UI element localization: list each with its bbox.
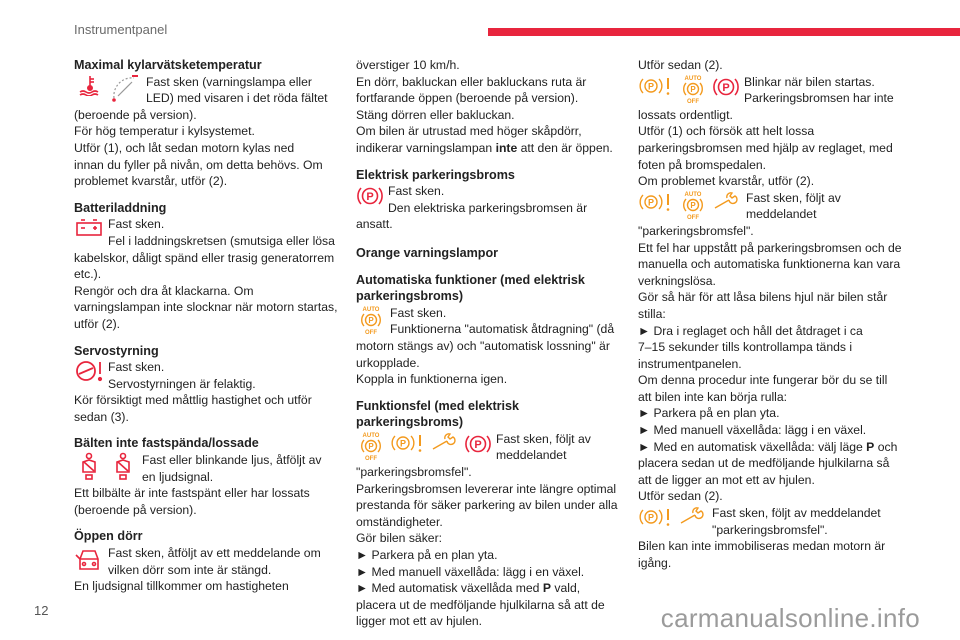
svg-text:P: P [690, 84, 696, 94]
svg-text:P: P [690, 200, 696, 210]
coolant-heading: Maximal kylarvätsketemperatur [74, 58, 262, 72]
door-cont-line: fortfarande öppen (beroende på version). [356, 91, 579, 106]
col3-line: lossats ordentligt. [638, 107, 733, 122]
col3-line: foten på bromspedalen. [638, 157, 767, 172]
col3-line: stilla: [638, 306, 666, 321]
auto-heading-b: parkeringsbroms) [356, 289, 464, 304]
fault-line: ► Parkera på en plan yta. [356, 548, 498, 563]
fault-tail: placera ut de medföljande hjulkilarna så att de [356, 597, 605, 612]
col3-line: verkningslösa. [638, 273, 716, 288]
battery-line: varningslampan inte slocknar när motorn startas, [74, 300, 338, 315]
door-line: En ljudsignal tillkommer om hastigheten [74, 579, 289, 594]
col3-line: Gör så här för att låsa bilens hjul när bilen står [638, 290, 888, 305]
door-cont-line: Stäng dörren eller bakluckan. [356, 107, 515, 122]
door-desc-b: vilken dörr som inte är stängd. [108, 562, 272, 577]
parking-brake-fault-icon [390, 431, 426, 455]
battery-line: utför (2). [74, 316, 121, 331]
parking-brake-fault-icon [638, 190, 674, 214]
col3-line: placera sedan ut de medföljande hjulkilarna så [638, 456, 890, 471]
battery-line: kabelskor, dåligt spänd eller trasig generatorrem [74, 250, 335, 265]
col3-line: att bilen inte kan börja rulla: [638, 389, 788, 404]
col3-line: ► Dra i reglaget och håll det åtdraget i ca [638, 323, 863, 338]
col3-line: manuella och automatiska funktionerna kan vara [638, 257, 901, 272]
col3-line: att de ligger an mot ett av hjulen. [638, 472, 815, 487]
parking-brake-fault-icon [638, 74, 674, 98]
msg-desc-a: Fast sken, följt av [746, 190, 841, 205]
door-cont-line: Om bilen är utrustad med höger skåpdörr, [356, 124, 582, 139]
battery-line: etc.). [74, 267, 102, 282]
fault-tail: ligger mot ett av hjulen. [356, 614, 483, 629]
coolant-desc-a: Fast sken (varningslampa eller [146, 74, 312, 89]
svg-text:P: P [647, 197, 655, 208]
column-2 [356, 57, 622, 630]
belts-line: Ett bilbälte är inte fastspänt eller har lossats [74, 486, 310, 501]
fault-heading-a: Funktionsfel (med elektrisk [356, 398, 520, 413]
svg-text:AUTO: AUTO [362, 432, 380, 439]
epb-desc-b: Den elektriska parkeringsbromsen är [388, 200, 588, 215]
coolant-desc-b: LED) med visaren i det röda fältet [146, 91, 328, 106]
coolant-line: För hög temperatur i kylsystemet. [74, 124, 255, 139]
svg-text:P: P [722, 81, 730, 94]
svg-text:P: P [368, 441, 374, 451]
auto-park-off-icon [678, 74, 708, 104]
auto-desc-b: Funktionerna "automatisk åtdragning" (då [390, 322, 615, 337]
svg-text:P: P [647, 512, 655, 523]
col3-line: Utför (1) och försök att helt lossa [638, 124, 815, 139]
col3-line: parkeringsbromsen med hjälp av reglaget, med [638, 140, 893, 155]
col3-line: igång. [638, 555, 672, 570]
auto-park-off-icon [356, 431, 386, 461]
belts-heading: Bälten inte fastspända/lossade [74, 436, 259, 451]
battery-desc-a: Fast sken. [108, 217, 165, 232]
col3-line: Om problemet kvarstår, utför (2). [638, 174, 815, 189]
wrench-icon [712, 190, 742, 214]
belts-desc-a: Fast eller blinkande ljus, åtföljt av [142, 453, 322, 468]
watermark: carmanualsonline.info [660, 603, 920, 633]
svg-text:P: P [474, 438, 482, 451]
col3-line: ► Parkera på en plan yta. [638, 406, 780, 421]
auto-park-off-icon [678, 190, 708, 220]
auto-line: motorn stängs av) och "automatisk lossning" är [356, 338, 610, 353]
header-accent-bar [488, 28, 960, 36]
orange-heading: Orange varningslampor [356, 245, 499, 260]
column-1 [74, 57, 344, 595]
belts-desc-b: en ljudsignal. [142, 469, 214, 484]
coolant-line: (beroende på version). [74, 107, 197, 122]
coolant-line: problemet kvarstår, utför (2). [74, 174, 228, 189]
fault-line: Gör bilen säker: [356, 531, 443, 546]
wrench-icon [678, 505, 708, 529]
parking-brake-red-icon [356, 183, 384, 209]
parking-brake-red-icon [464, 431, 492, 457]
door-heading: Öppen dörr [74, 529, 143, 544]
col3-line: ► Med manuell växellåda: lägg i en växel. [638, 423, 867, 438]
fault-line: prestanda för säker parkering av bilen under alla [356, 498, 618, 513]
icon-off-text: OFF [365, 329, 377, 335]
seatbelt-icon [108, 452, 138, 480]
last-desc-b: "parkeringsbromsfel". [712, 522, 828, 537]
icon-auto-text: AUTO [362, 306, 380, 313]
coolant-gauge-icon [110, 74, 142, 102]
col3-auto-line: ► Med en automatisk växellåda: välj läge P och [638, 439, 898, 454]
fault-line: ► Med manuell växellåda: lägg i en växel. [356, 564, 585, 579]
fault-line: "parkeringsbromsfel". [356, 465, 472, 480]
col3-line: Bilen kan inte immobiliseras medan motorn är [638, 539, 886, 554]
epb-heading: Elektrisk parkeringsbroms [356, 167, 515, 182]
col3-line: 7–15 sekunder tills kontrollampa tänds i [638, 340, 853, 355]
svg-text:AUTO: AUTO [684, 75, 702, 82]
steering-heading: Servostyrning [74, 343, 159, 358]
door-cont-last: indikerar varningslampan inte att den är öppen. [356, 140, 613, 155]
door-cont-line: överstiger 10 km/h. [356, 58, 460, 72]
blink-desc-a: Blinkar när bilen startas. [744, 74, 875, 89]
svg-text:P: P [399, 438, 407, 449]
last-desc-a: Fast sken, följt av meddelandet [712, 506, 881, 521]
parking-brake-red-icon [712, 74, 740, 100]
door-desc-a: Fast sken, åtföljt av ett meddelande om [108, 546, 321, 561]
svg-text:P: P [366, 191, 374, 204]
auto-line: Koppla in funktionerna igen. [356, 372, 508, 387]
epb-line: ansatt. [356, 217, 393, 232]
steering-desc-a: Fast sken. [108, 360, 165, 375]
parking-brake-fault-icon [638, 505, 674, 529]
fault-heading-b: parkeringsbroms) [356, 415, 464, 430]
fault-desc-b: meddelandet [496, 448, 567, 463]
auto-line: urkopplade. [356, 355, 420, 370]
seatbelt-icon [74, 452, 104, 480]
battery-desc-b: Fel i laddningskretsen (smutsiga eller lösa [108, 233, 335, 248]
power-steering-icon [74, 359, 104, 383]
wrench-icon [430, 431, 460, 455]
svg-text:AUTO: AUTO [684, 191, 702, 198]
col3-line: Utför sedan (2). [638, 489, 723, 504]
blink-desc-b: Parkeringsbromsen har inte [744, 91, 894, 106]
steering-line: Kör försiktigt med måttlig hastighet och utför [74, 393, 312, 408]
battery-heading: Batteriladdning [74, 200, 167, 215]
svg-text:OFF: OFF [687, 214, 699, 220]
door-cont-line: En dörr, bakluckan eller bakluckans ruta är [356, 74, 587, 89]
col3-line: "parkeringsbromsfel". [638, 223, 754, 238]
msg-desc-b: meddelandet [746, 207, 817, 222]
fault-line: omständigheter. [356, 514, 443, 529]
col3-line: instrumentpanelen. [638, 356, 742, 371]
epb-desc-a: Fast sken. [388, 184, 445, 199]
svg-text:P: P [368, 315, 374, 325]
coolant-line: Utför (1), och låt sedan motorn kylas ned [74, 140, 295, 155]
svg-text:OFF: OFF [365, 455, 377, 461]
belts-line: (beroende på version). [74, 502, 197, 517]
auto-park-off-icon [356, 305, 386, 335]
section-title: Instrumentpanel [74, 22, 168, 37]
battery-icon [74, 216, 104, 238]
col3-line: Utför sedan (2). [638, 58, 723, 72]
auto-desc-a: Fast sken. [390, 305, 447, 320]
coolant-line: innan du fyller på nivån, om detta behövs. Om [74, 157, 323, 172]
fault-desc-a: Fast sken, följt av [496, 431, 591, 446]
column-3 [638, 57, 906, 571]
steering-desc-b: Servostyrningen är felaktig. [108, 376, 256, 391]
open-door-icon [74, 545, 104, 573]
steering-line: sedan (3). [74, 409, 129, 424]
battery-line: Rengör och dra åt klackarna. Om [74, 283, 254, 298]
auto-heading-a: Automatiska funktioner (med elektrisk [356, 272, 585, 287]
fault-auto-line: ► Med automatisk växellåda med P vald, [356, 581, 581, 596]
svg-text:P: P [647, 81, 655, 92]
coolant-temperature-red-icon [74, 74, 106, 96]
col3-line: Om denna procedur inte fungerar bör du se till [638, 373, 888, 388]
svg-text:OFF: OFF [687, 98, 699, 104]
col3-line: Ett fel har uppstått på parkeringsbromsen och de [638, 240, 902, 255]
page-number: 12 [34, 603, 49, 618]
fault-line: Parkeringsbromsen levererar inte längre optimal [356, 481, 617, 496]
